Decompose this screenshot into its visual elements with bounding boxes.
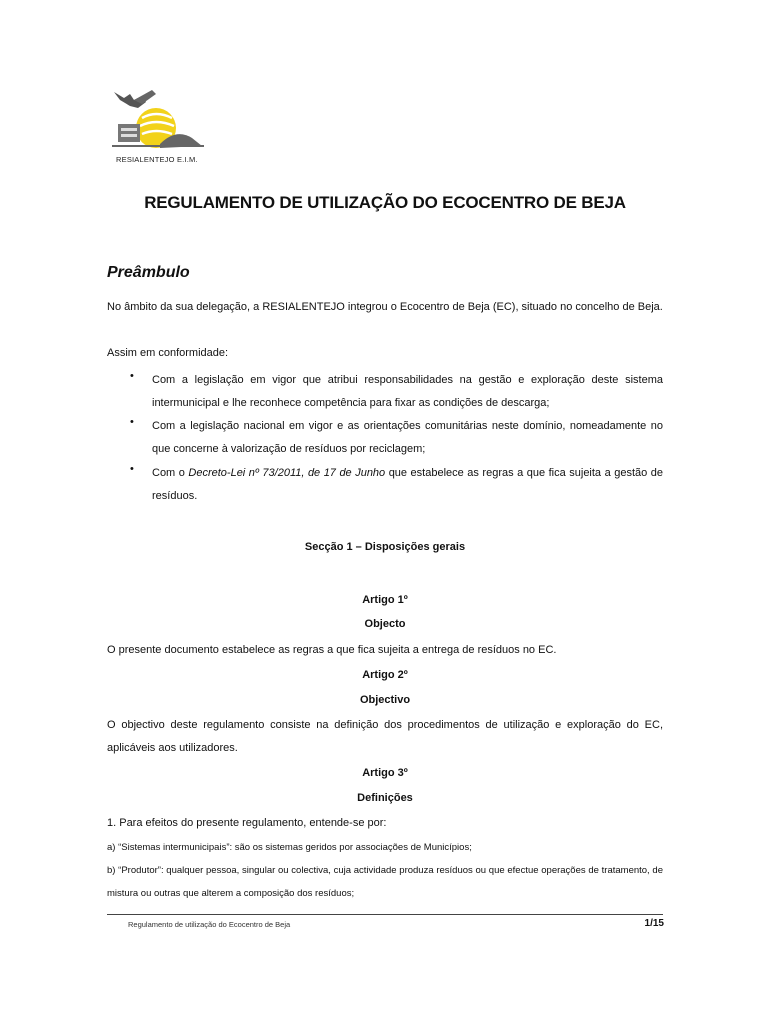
section-heading: Secção 1 – Disposições gerais xyxy=(304,541,466,553)
logo-text: RESIALENTEJO E.I.M. xyxy=(116,155,198,164)
article-name: Objecto xyxy=(364,618,406,630)
bullet-text-after: que estabelece as regras a que fica sujeita a gestão de resíduos. xyxy=(152,467,663,502)
page-number: 1/15 xyxy=(644,918,664,929)
footer-document-name: Regulamento de utilização do Ecocentro de Beja xyxy=(128,920,291,929)
footer-divider xyxy=(107,914,663,915)
resialentejo-logo xyxy=(112,88,212,168)
definition-item: a) “Sistemas intermunicipais”: são os sistemas geridos por associações de Municípios; xyxy=(107,842,472,853)
preamble-heading: Preâmbulo xyxy=(107,264,190,281)
article-body: 1. Para efeitos do presente regulamento, entende-se por: xyxy=(107,817,387,829)
article-number: Artigo 2º xyxy=(362,669,408,681)
bullet-marker: • xyxy=(130,416,134,428)
bullet-text-before: Com o xyxy=(152,467,189,479)
definition-item: b) “Produtor”: qualquer pessoa, singular ou colectiva, cuja actividade produza resíduos ou que efectue operações de tratamento, de mistura ou outras que alterem a composição dos resíduos; xyxy=(107,865,663,899)
article-name: Definições xyxy=(357,792,413,804)
article-name: Objectivo xyxy=(359,694,411,706)
bullet-item: Com a legislação em vigor que atribui responsabilidades na gestão e exploração deste sistema intermunicipal e lhe reconhece competência para fixar as condições de descarga; xyxy=(152,374,663,409)
logo-emblem xyxy=(112,88,212,154)
preamble-intro-paragraph: No âmbito da sua delegação, a RESIALENTEJO integrou o Ecocentro de Beja (EC), situado no concelho de Beja. xyxy=(107,301,663,313)
decree-reference: Decreto-Lei nº 73/2011, de 17 de Junho xyxy=(188,467,386,479)
article-number: Artigo 3º xyxy=(362,767,408,779)
article-body: O objectivo deste regulamento consiste na definição dos procedimentos de utilização e exploração do EC, aplicáveis aos utilizadores. xyxy=(107,719,663,754)
article-number: Artigo 1º xyxy=(362,594,408,606)
preamble-conformity-paragraph: Assim em conformidade: xyxy=(107,347,229,359)
bullet-item: Com a legislação nacional em vigor e as orientações comunitárias neste domínio, nomeadamente no que concerne à valorização de resíduos por reciclagem; xyxy=(152,420,663,455)
bullet-item xyxy=(152,462,663,508)
document-title: REGULAMENTO DE UTILIZAÇÃO DO ECOCENTRO DE BEJA xyxy=(144,193,626,212)
bullet-marker: • xyxy=(130,370,134,382)
bullet-marker: • xyxy=(130,463,134,475)
article-body: O presente documento estabelece as regras a que fica sujeita a entrega de resíduos no EC. xyxy=(107,644,557,656)
